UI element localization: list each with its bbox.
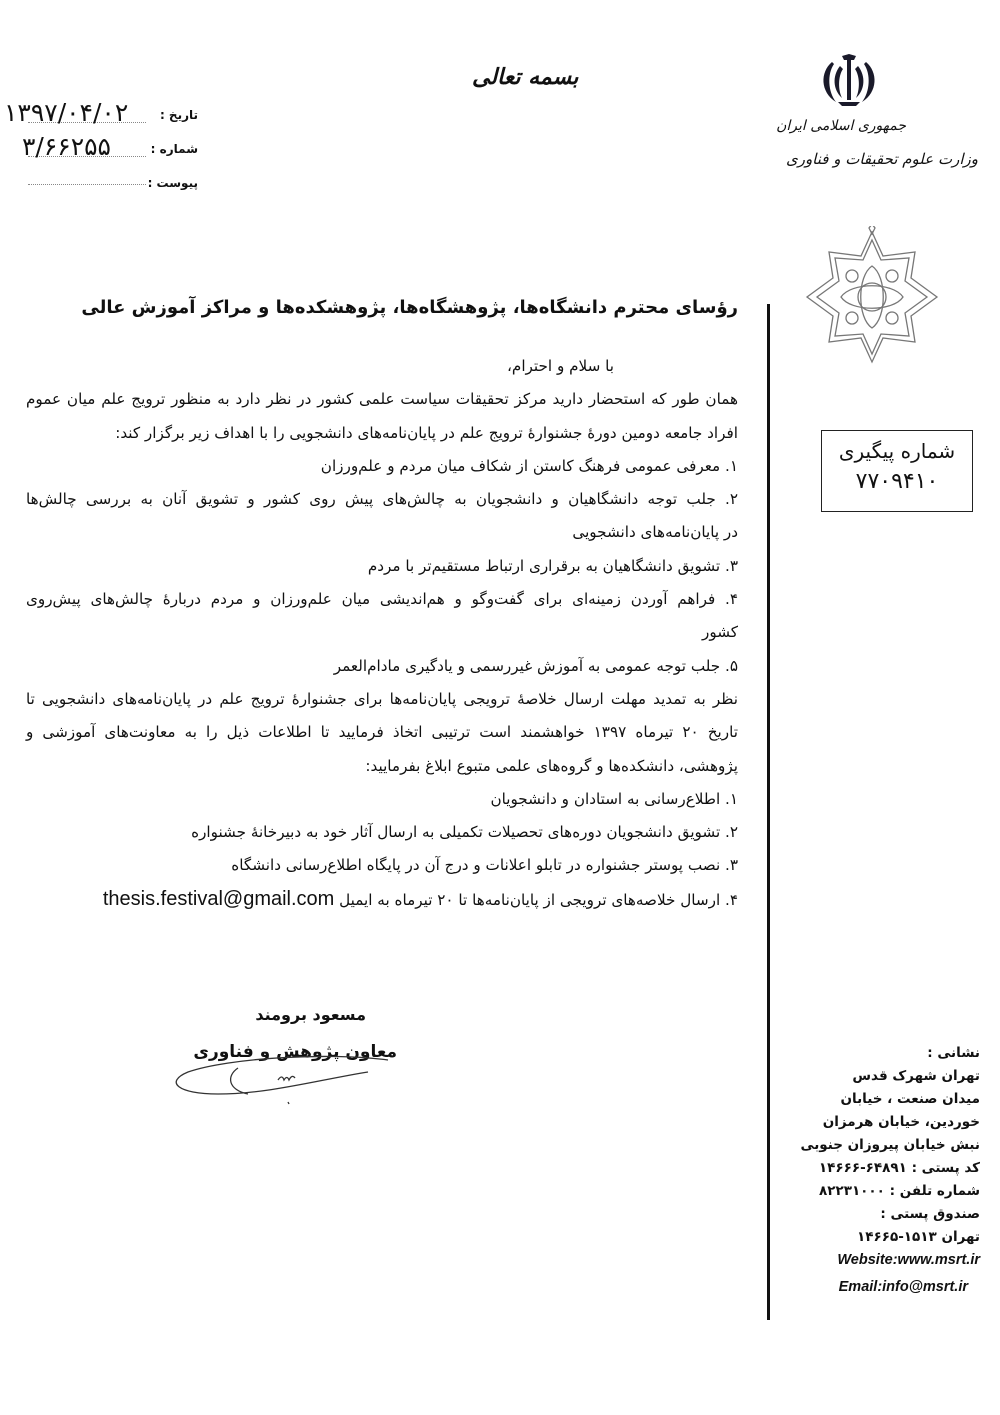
address-line: خوردین، خیابان هرمزان bbox=[822, 1114, 980, 1130]
number-label: شماره : bbox=[150, 142, 198, 156]
contact-email-link[interactable]: Email:info@msrt.ir bbox=[838, 1279, 968, 1295]
action-item: ۲. تشویق دانشجویان دوره‌های تحصیلات تکمیلی به ارسال آثار خود به دبیرخانهٔ جشنواره bbox=[191, 823, 738, 842]
goal-item: ۵. جلب توجه عمومی به آموزش غیررسمی و یادگیری مادام‌العمر bbox=[333, 656, 738, 675]
attachment-dotted-line bbox=[28, 184, 146, 185]
action-item bbox=[26, 883, 738, 916]
emblem-line1: جمهوری اسلامی ایران bbox=[776, 118, 906, 134]
basmala-heading: بسمه تعالی bbox=[472, 64, 579, 90]
goal-item-continued: کشور bbox=[702, 623, 738, 642]
address-line: میدان صنعت ، خیابان bbox=[840, 1091, 980, 1107]
number-field bbox=[0, 132, 198, 162]
tracking-label: شماره پیگیری bbox=[838, 439, 956, 463]
date-value: ۱۳۹۷/۰۴/۰۲ bbox=[4, 98, 129, 127]
address-line: تهران شهرک قدس bbox=[852, 1068, 980, 1084]
postal-code: کد پستی : ۶۴۸۹۱-۱۴۶۶۶ bbox=[818, 1160, 980, 1176]
po-box-label: صندوق پستی : bbox=[880, 1206, 980, 1222]
islamic-star-ornament-icon bbox=[797, 226, 947, 368]
action-item: ۱. اطلاع‌رسانی به استادان و دانشجویان bbox=[490, 789, 738, 808]
tracking-number-box bbox=[821, 430, 973, 512]
website-link[interactable]: Website:www.msrt.ir bbox=[837, 1252, 980, 1268]
goal-item: ۱. معرفی عمومی فرهنگ کاستن از شکاف میان مردم و علم‌ورزان bbox=[320, 456, 738, 475]
intro-line: افراد جامعه دومین دورهٔ جشنوارهٔ ترویج علم در پایان‌نامه‌های دانشجویی را با اهداف زیر برگزار کند: bbox=[115, 423, 738, 442]
greeting: با سلام و احترام، bbox=[507, 357, 614, 375]
recipient-title: رؤسای محترم دانشگاه‌ها، پژوهشگاه‌ها، پژوهشکده‌ها و مراکز آموزش عالی bbox=[81, 297, 738, 318]
goal-item: ۲. جلب توجه دانشگاهیان و دانشجویان به چالش‌های پیش روی کشور و تشویق آنان به بررسی چالش‌ها bbox=[26, 490, 738, 509]
po-box: تهران ۱۵۱۳-۱۴۶۶۵ bbox=[856, 1229, 980, 1245]
address-block bbox=[780, 1042, 980, 1299]
margin-vertical-line bbox=[767, 304, 770, 1320]
date-field bbox=[0, 98, 198, 128]
action-item-text: ۴. ارسال خلاصه‌های ترویجی از پایان‌نامه‌ها تا ۲۰ تیرماه به ایمیل bbox=[339, 890, 738, 909]
intro-line: همان طور که استحضار دارید مرکز تحقیقات سیاست علمی کشور در نظر دارد به منظور ترویج علم میان عموم bbox=[26, 390, 738, 409]
number-value: ۳/۶۶۲۵۵ bbox=[22, 132, 111, 161]
action-item: ۳. نصب پوستر جشنواره در تابلو اعلانات و درج آن در پایگاه اطلاع‌رسانی دانشگاه bbox=[231, 856, 738, 875]
tracking-number: ۷۷۰۹۴۱۰ bbox=[855, 469, 939, 494]
phone-number: شماره تلفن : ۸۲۲۳۱۰۰۰ bbox=[818, 1183, 980, 1199]
request-line: تاریخ ۲۰ تیرماه ۱۳۹۷ خواهشمند است ترتیبی اتخاذ فرمایید تا اطلاعات ذیل را به معاونت‌های آموزشی و bbox=[26, 723, 738, 742]
request-line: پژوهشی، دانشکده‌ها و گروه‌های علمی متبوع ابلاغ بفرمایید: bbox=[365, 756, 738, 775]
festival-email-link[interactable]: thesis.festival@gmail.com bbox=[102, 887, 335, 910]
signatory-name: مسعود برومند bbox=[255, 1005, 366, 1024]
iran-emblem-icon bbox=[818, 52, 880, 108]
signatory-title: معاون پژوهش و فناوری bbox=[193, 1042, 397, 1062]
address-line: نبش خیابان پیروزان جنوبی bbox=[800, 1137, 980, 1153]
address-label: نشانی : bbox=[927, 1045, 980, 1061]
request-line: نظر به تمدید مهلت ارسال خلاصهٔ ترویجی پایان‌نامه‌ها برای جشنوارهٔ ترویج علم در پایان‌نامه‌های دانشجویی تا bbox=[26, 689, 738, 708]
goal-item-continued: در پایان‌نامه‌های دانشجویی bbox=[572, 523, 738, 542]
attachment-field bbox=[0, 172, 198, 196]
emblem-line2: وزارت علوم تحقیقات و فناوری bbox=[785, 150, 978, 168]
goal-item: ۴. فراهم آوردن زمینه‌ای برای گفت‌وگو و هم‌اندیشی میان علم‌ورزان و مردم دربارهٔ چالش‌های پیش‌روی bbox=[26, 590, 738, 609]
date-label: تاریخ : bbox=[159, 108, 198, 122]
handwritten-signature bbox=[168, 1050, 408, 1110]
goal-item: ۳. تشویق دانشگاهیان به برقراری ارتباط مستقیم‌تر با مردم bbox=[367, 556, 738, 575]
letter-body bbox=[26, 350, 738, 916]
attachment-label: پیوست : bbox=[147, 176, 198, 190]
